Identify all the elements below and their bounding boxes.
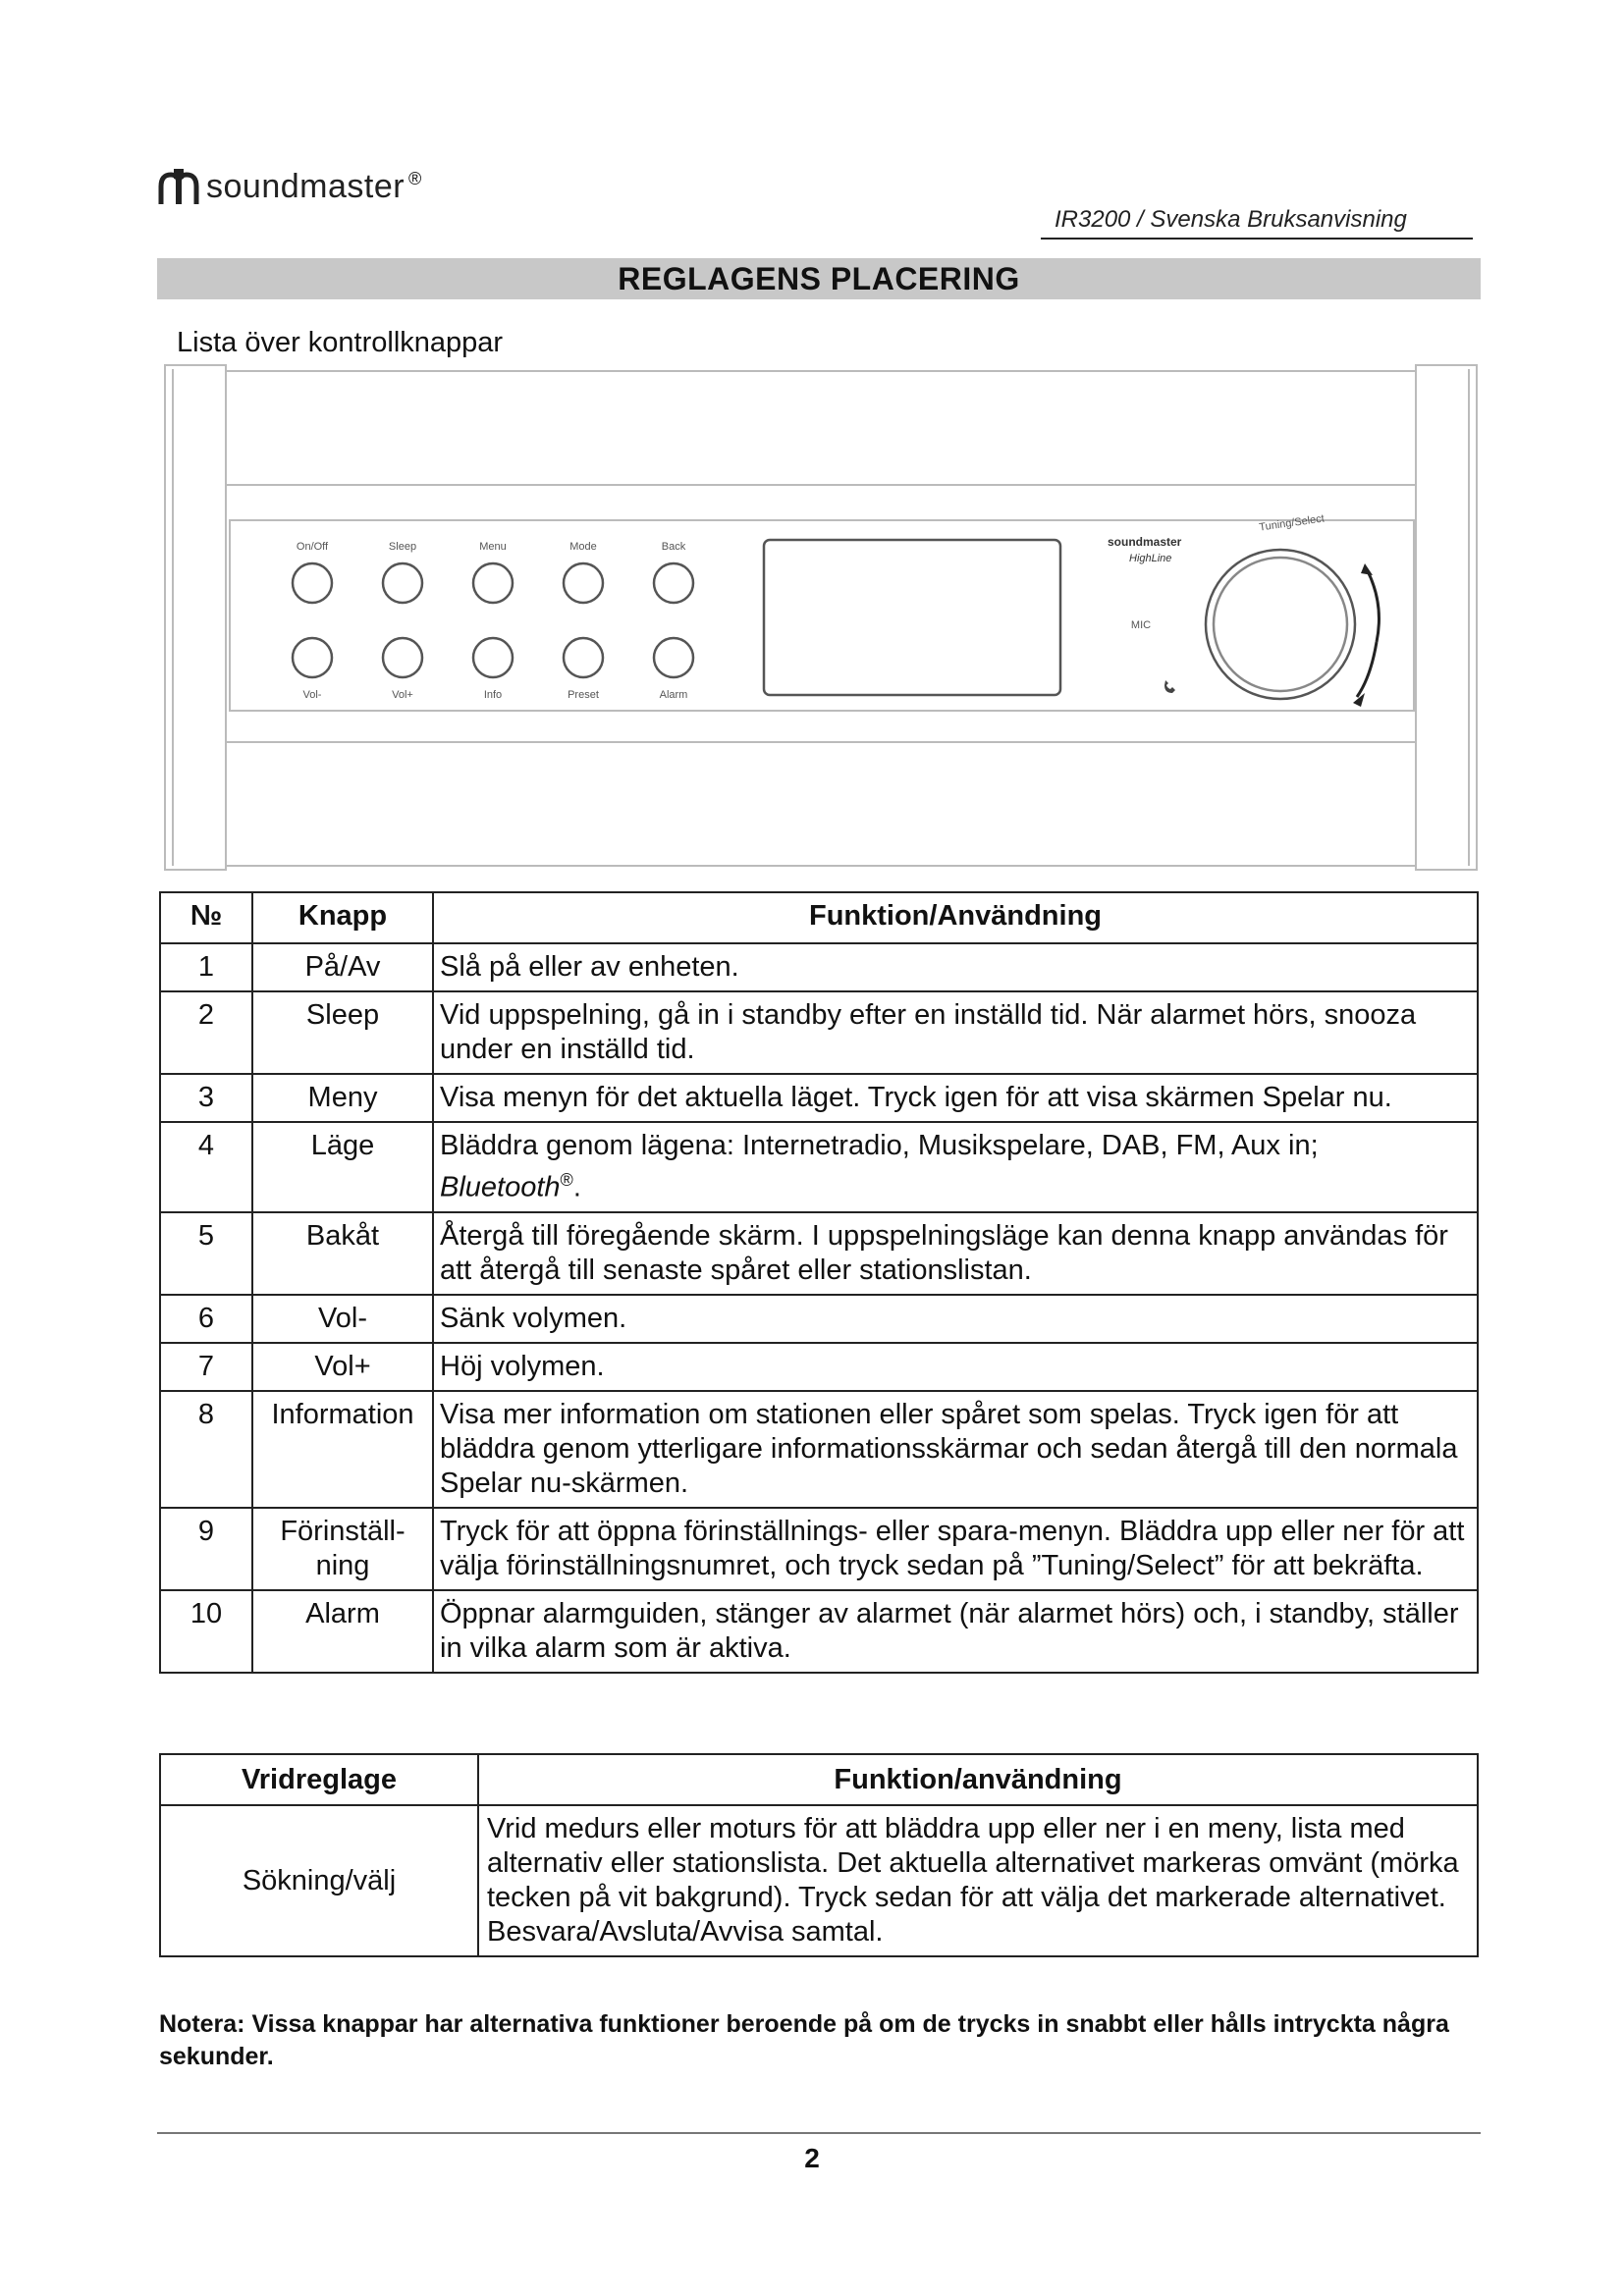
- document-reference: IR3200 / Svenska Bruksanvisning: [1041, 206, 1473, 240]
- tuning-select-label: Tuning/Select: [1258, 512, 1326, 534]
- header-no: №: [160, 892, 252, 943]
- row-number: 8: [160, 1391, 252, 1508]
- phone-icon: [1164, 680, 1175, 693]
- row-function: Öppnar alarmguiden, stänger av alarmet (när alarmet hörs) och, i standby, ställer in vilka alarm som är aktiva.: [433, 1590, 1478, 1673]
- registered-mark: ®: [560, 1170, 573, 1190]
- row-number: 2: [160, 991, 252, 1074]
- alarm-button: [654, 638, 693, 677]
- header-function: Funktion/Användning: [433, 892, 1478, 943]
- table-row: [160, 1074, 1478, 1122]
- row-function: Återgå till föregående skärm. I uppspelningsläge kan denna knapp användas för att återgå till senaste spåret eller stationslistan.: [433, 1212, 1478, 1295]
- table-row: [160, 1508, 1478, 1590]
- row-function: Sänk volymen.: [433, 1295, 1478, 1343]
- device-sub-brand-label: HighLine: [1129, 553, 1172, 564]
- vol-minus-label: Vol-: [302, 689, 322, 701]
- table-row: [160, 1590, 1478, 1673]
- display-screen: [764, 540, 1060, 695]
- row-function-tail: .: [572, 1171, 581, 1203]
- row-function: Tryck för att öppna förinställnings- eller spara-menyn. Bläddra upp eller ner för att välja förinställningsnumret, och tryck sedan på ”Tuning/Select” för att bekräfta.: [433, 1508, 1478, 1590]
- table-row: [160, 1295, 1478, 1343]
- preset-button: [564, 638, 603, 677]
- table-row: [160, 1343, 1478, 1391]
- row-function: Höj volymen.: [433, 1343, 1478, 1391]
- header-dial: Vridreglage: [160, 1754, 478, 1805]
- list-heading: Lista över kontrollknappar: [177, 327, 504, 358]
- menu-button: [473, 563, 513, 603]
- note-text: Notera: Vissa knappar har alternativa funktioner beroende på om de trycks in snabbt eller hålls intryckta några sekunder.: [159, 2010, 1449, 2070]
- dial-table-header: [160, 1754, 1478, 1805]
- row-key: Vol-: [252, 1295, 433, 1343]
- row-number: 7: [160, 1343, 252, 1391]
- info-label: Info: [483, 689, 503, 701]
- page-number: 2: [804, 2143, 820, 2173]
- row-number: 10: [160, 1590, 252, 1673]
- tuning-select-dial: [1206, 550, 1355, 699]
- row-number: 3: [160, 1074, 252, 1122]
- footer-divider: [157, 2132, 1481, 2134]
- row-key: På/Av: [252, 943, 433, 991]
- back-button: [654, 563, 693, 603]
- dial-table: [159, 1753, 1479, 1957]
- row-number: 5: [160, 1212, 252, 1295]
- mic-label: MIC: [1130, 619, 1152, 631]
- controls-table: [159, 891, 1479, 1674]
- row-function-text: Bläddra genom lägena: Internetradio, Musikspelare, DAB, FM, Aux in;: [440, 1130, 1319, 1161]
- info-button: [473, 638, 513, 677]
- section-title: REGLAGENS PLACERING: [618, 260, 1020, 296]
- sleep-label: Sleep: [388, 541, 417, 553]
- mode-label: Mode: [569, 541, 597, 553]
- alarm-label: Alarm: [659, 689, 688, 701]
- row-function: [433, 1122, 1478, 1212]
- back-label: Back: [661, 541, 686, 553]
- table-row: [160, 1212, 1478, 1295]
- section-title-bar: [157, 258, 1481, 299]
- header-key: Knapp: [252, 892, 433, 943]
- table-row: [160, 1391, 1478, 1508]
- row-number: 6: [160, 1295, 252, 1343]
- table-row: [160, 991, 1478, 1074]
- on-off-button: [293, 563, 332, 603]
- device-front-panel-illustration: [163, 363, 1479, 874]
- row-key: Bakåt: [252, 1212, 433, 1295]
- soundmaster-logo-icon: [157, 167, 200, 206]
- brand-name: soundmaster: [206, 167, 406, 205]
- on-off-label: On/Off: [296, 541, 329, 553]
- table-row: [160, 943, 1478, 991]
- dial-function-text: Vrid medurs eller moturs för att bläddra upp eller ner i en meny, lista med alternativ eller stationslista. Det aktuella alternativet markeras omvänt (mörka tecken på vit bakgrund). Tryck sedan för att välja det markerade alternativet.: [487, 1813, 1459, 1913]
- row-key: Meny: [252, 1074, 433, 1122]
- row-key: Förinställ-ning: [252, 1508, 433, 1590]
- vol-plus-button: [383, 638, 422, 677]
- table-row: [160, 1122, 1478, 1212]
- dial-name: Sökning/välj: [160, 1805, 478, 1956]
- dial-function-call-text: Besvara/Avsluta/Avvisa samtal.: [487, 1916, 884, 1948]
- row-number: 4: [160, 1122, 252, 1212]
- header-dial-function: Funktion/användning: [478, 1754, 1478, 1805]
- row-key: Information: [252, 1391, 433, 1508]
- vol-minus-button: [293, 638, 332, 677]
- brand-logo: [157, 165, 421, 208]
- mode-button: [564, 563, 603, 603]
- row-key: Vol+: [252, 1343, 433, 1391]
- row-function: Visa mer information om stationen eller spåret som spelas. Tryck igen för att bläddra genom ytterligare informationsskärmar och sedan återgå till den normala Spelar nu-skärmen.: [433, 1391, 1478, 1508]
- sleep-button: [383, 563, 422, 603]
- row-function: Slå på eller av enheten.: [433, 943, 1478, 991]
- row-number: 9: [160, 1508, 252, 1590]
- device-brand-label: soundmaster: [1108, 535, 1182, 549]
- brand-registered-mark: ®: [408, 168, 422, 188]
- dial-function: [478, 1805, 1478, 1956]
- row-key: Läge: [252, 1122, 433, 1212]
- row-key: Alarm: [252, 1590, 433, 1673]
- row-number: 1: [160, 943, 252, 991]
- bluetooth-text: Bluetooth: [440, 1171, 561, 1203]
- row-function: Vid uppspelning, gå in i standby efter en inställd tid. När alarmet hörs, snooza under en inställd tid.: [433, 991, 1478, 1074]
- menu-label: Menu: [479, 541, 507, 553]
- vol-plus-label: Vol+: [392, 689, 413, 701]
- table-row: [160, 1805, 1478, 1956]
- row-key: Sleep: [252, 991, 433, 1074]
- preset-label: Preset: [568, 689, 599, 701]
- controls-table-header: [160, 892, 1478, 943]
- row-function: Visa menyn för det aktuella läget. Tryck igen för att visa skärmen Spelar nu.: [433, 1074, 1478, 1122]
